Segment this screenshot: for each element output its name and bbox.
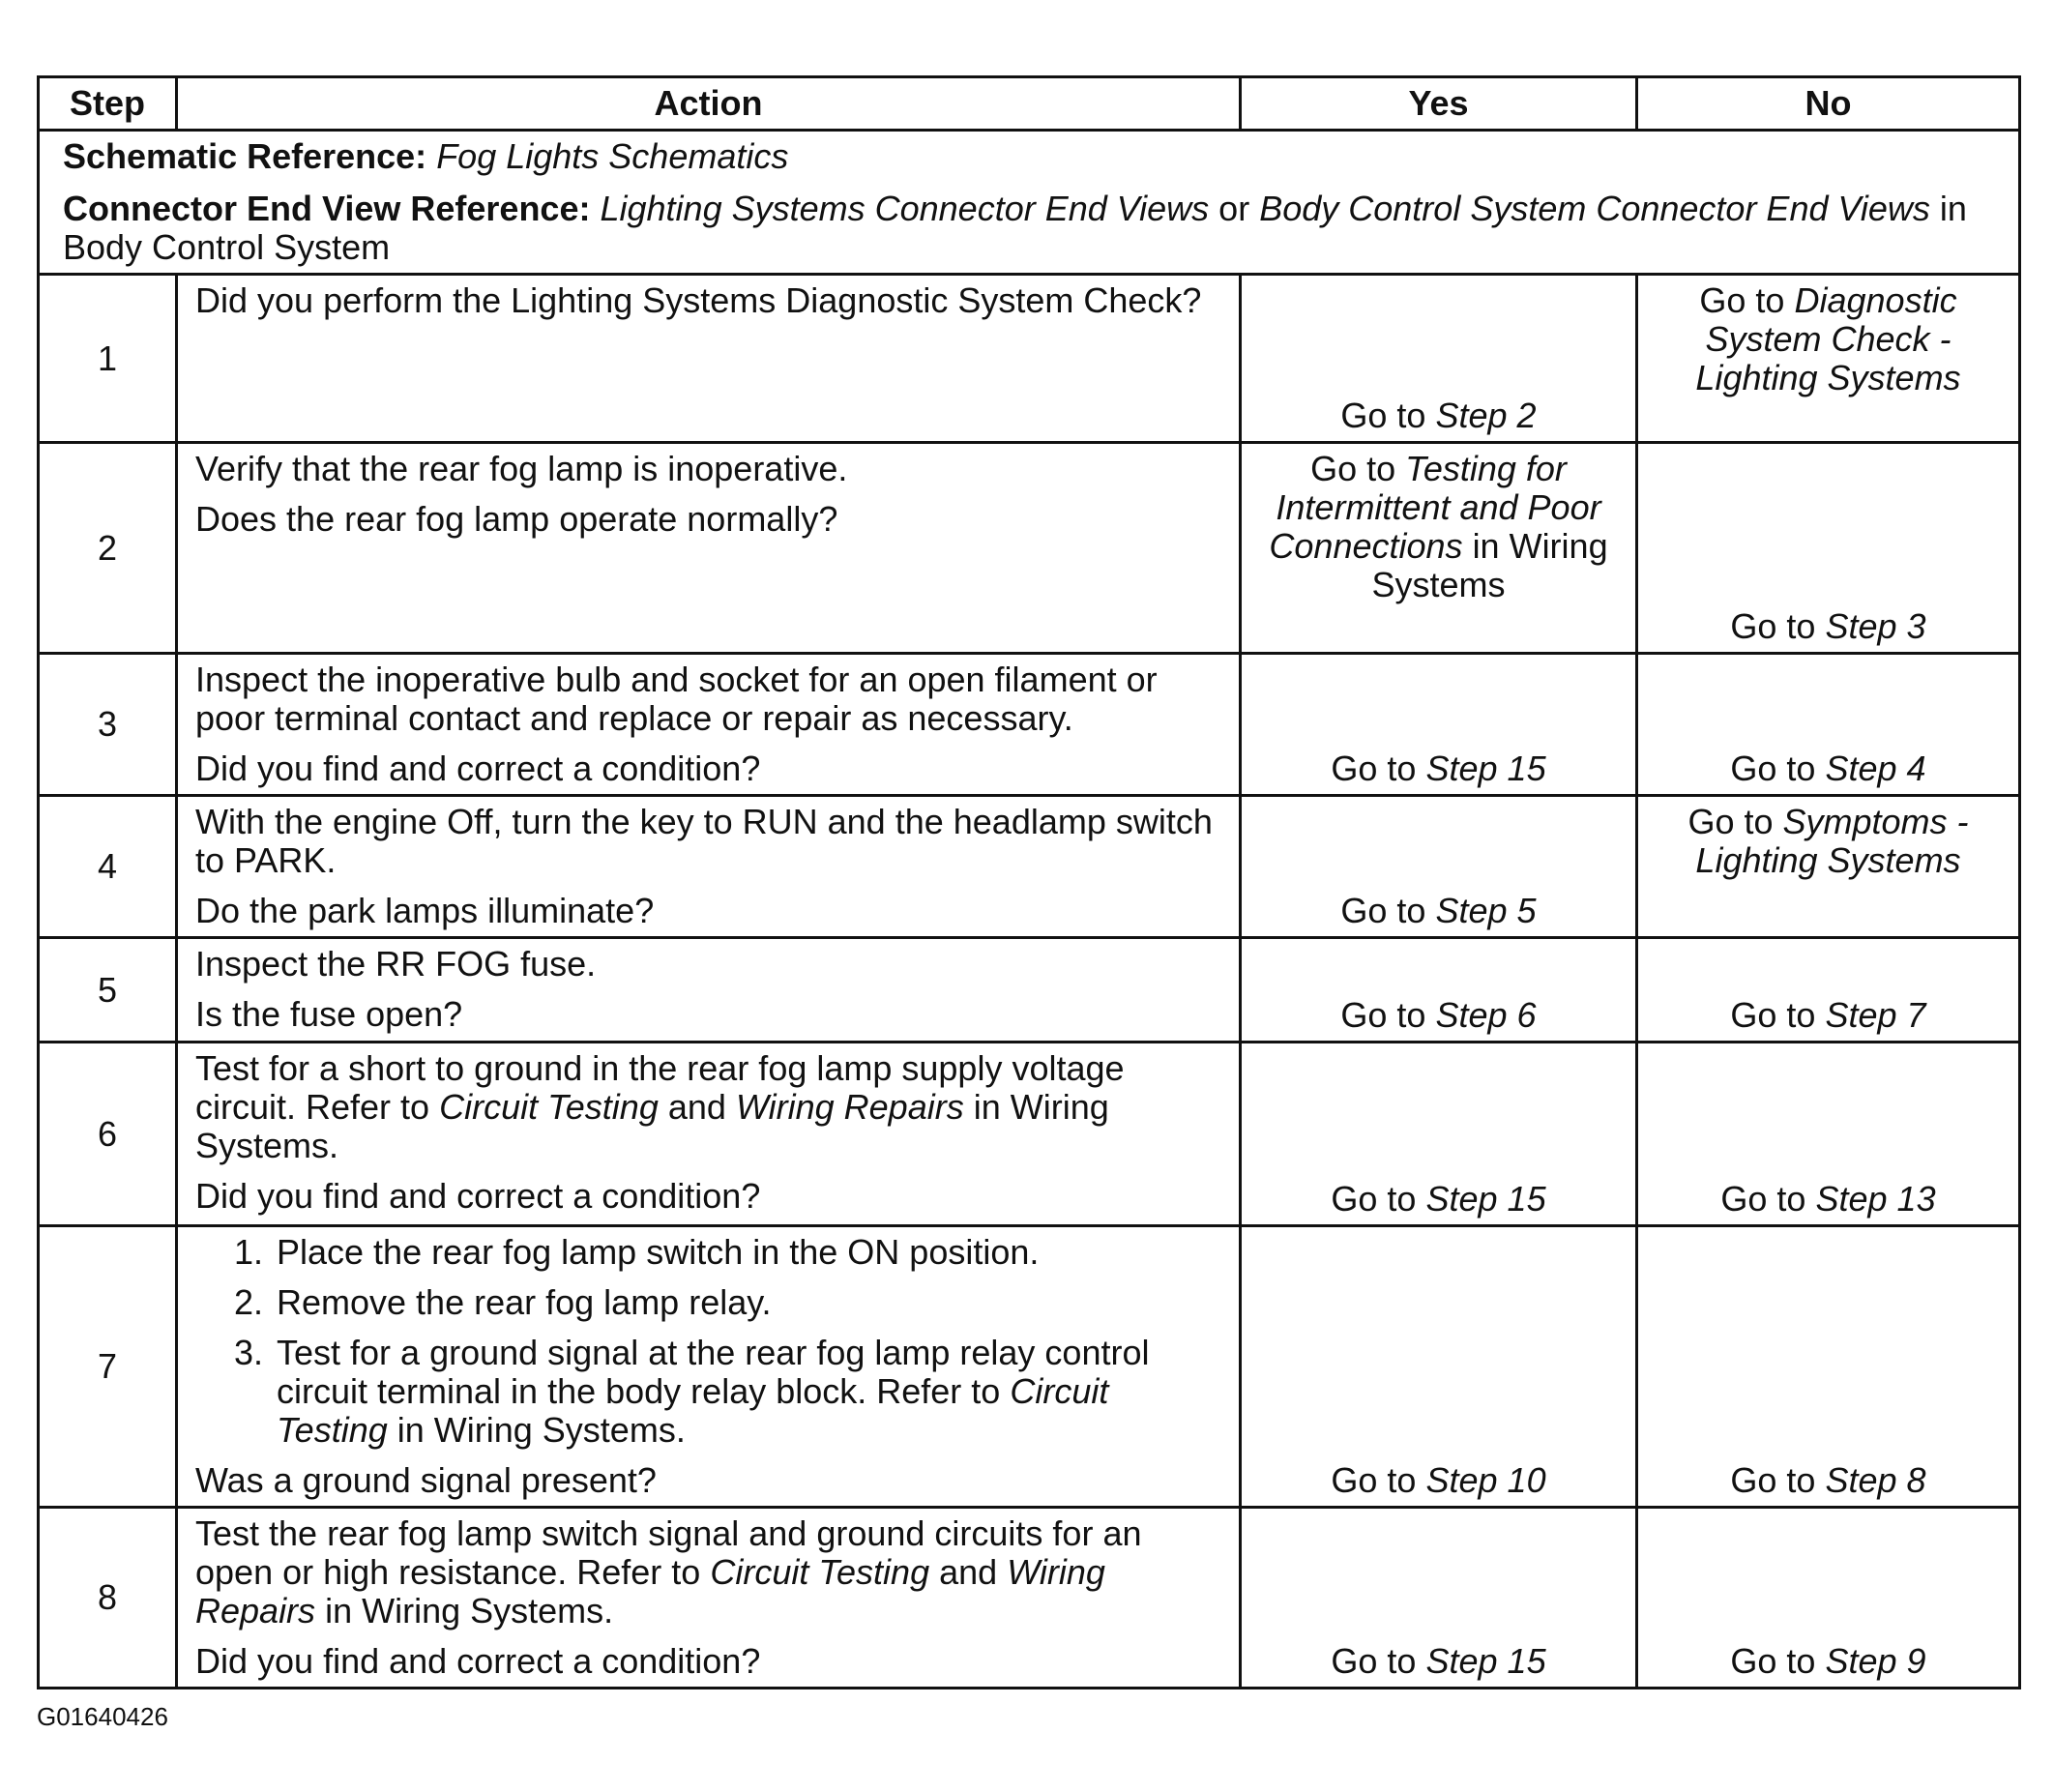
action-cell: [177, 654, 1241, 796]
wiring-repairs-ref[interactable]: Wiring Repairs: [735, 1087, 964, 1127]
procedure-item: [273, 1334, 1221, 1450]
yes-prefix: Go to: [1331, 1179, 1417, 1219]
connector-reference-suffix: in Body Control System: [63, 189, 1967, 267]
no-link[interactable]: Step 3: [1825, 606, 1926, 646]
yes-cell: [1241, 654, 1637, 796]
yes-link[interactable]: Step 15: [1425, 1641, 1546, 1681]
action-text-c: and: [939, 1552, 998, 1592]
diagnostic-table: [37, 75, 2021, 1689]
action-text-a: Test the rear fog lamp switch signal and ground circuits for an open or high resistance. Refer to: [195, 1513, 1142, 1592]
reference-cell: [39, 131, 2020, 275]
action-question: Does the rear fog lamp operate normally?: [195, 499, 838, 539]
procedure-item-suffix: in Wiring Systems.: [396, 1410, 686, 1450]
no-prefix: Go to: [1730, 1460, 1816, 1500]
step-number: 8: [39, 1508, 177, 1689]
header-step: Step: [39, 77, 177, 131]
action-question: Did you find and correct a condition?: [195, 1641, 761, 1681]
action-question: Was a ground signal present?: [195, 1460, 657, 1500]
yes-prefix: Go to: [1340, 396, 1426, 435]
procedure-item: 2. Remove the rear fog lamp relay.: [273, 1283, 1221, 1322]
yes-prefix: Go to: [1331, 1641, 1417, 1681]
yes-link[interactable]: Step 2: [1435, 396, 1537, 435]
action-text-e: in Wiring Systems.: [195, 1087, 1109, 1165]
action-cell: [177, 275, 1241, 443]
no-prefix: Go to: [1730, 995, 1816, 1035]
action-cell: [177, 796, 1241, 938]
connector-reference-value-2: Body Control System Connector End Views: [1259, 189, 1930, 228]
no-cell: [1637, 796, 2020, 938]
action-cell: [177, 443, 1241, 654]
no-cell: [1637, 443, 2020, 654]
yes-prefix: Go to: [1310, 449, 1396, 488]
schematic-reference-label: Schematic Reference:: [63, 136, 427, 176]
table-row: [39, 443, 2020, 654]
yes-prefix: Go to: [1331, 749, 1417, 788]
yes-cell: [1241, 275, 1637, 443]
yes-link[interactable]: Step 15: [1425, 1179, 1546, 1219]
action-question: Is the fuse open?: [195, 994, 463, 1034]
no-prefix: Go to: [1730, 749, 1816, 788]
action-question: Did you find and correct a condition?: [195, 1176, 761, 1216]
no-link[interactable]: Step 13: [1815, 1179, 1936, 1219]
table-row: [39, 1043, 2020, 1226]
action-text-a: Test for a short to ground in the rear fog lamp supply voltage circuit. Refer to: [195, 1048, 1125, 1127]
table-row: [39, 275, 2020, 443]
action-question: Did you find and correct a condition?: [195, 749, 761, 788]
no-cell: [1637, 1043, 2020, 1226]
action-text: Inspect the inoperative bulb and socket for an open filament or poor terminal contact and replace or repair as necessary.: [195, 660, 1158, 738]
step-number: 3: [39, 654, 177, 796]
yes-cell: [1241, 443, 1637, 654]
action-cell: [177, 1043, 1241, 1226]
no-prefix: Go to: [1687, 802, 1774, 841]
circuit-testing-ref[interactable]: Circuit Testing: [277, 1371, 1109, 1450]
wiring-repairs-ref[interactable]: Wiring Repairs: [195, 1552, 1105, 1630]
step-number: 1: [39, 275, 177, 443]
yes-cell: [1241, 938, 1637, 1043]
yes-suffix: in Wiring Systems: [1371, 526, 1608, 604]
procedure-item: 1. Place the rear fog lamp switch in the ON position.: [273, 1233, 1221, 1272]
yes-cell: [1241, 1508, 1637, 1689]
yes-link[interactable]: Step 15: [1425, 749, 1546, 788]
action-text: With the engine Off, turn the key to RUN and the headlamp switch to PARK.: [195, 802, 1213, 880]
no-cell: [1637, 654, 2020, 796]
procedure-list: [195, 1233, 1221, 1450]
table-row: [39, 1226, 2020, 1508]
yes-link[interactable]: Testing for Intermittent and Poor Connections: [1269, 449, 1601, 566]
step-number: 5: [39, 938, 177, 1043]
action-text: [195, 1049, 1221, 1165]
table-row: [39, 1508, 2020, 1689]
schematic-reference-value: Fog Lights Schematics: [436, 136, 789, 176]
no-prefix: Go to: [1730, 1641, 1816, 1681]
yes-link[interactable]: Step 10: [1425, 1460, 1546, 1500]
schematic-reference: [63, 137, 2001, 176]
no-cell: [1637, 938, 2020, 1043]
no-link[interactable]: Step 9: [1825, 1641, 1926, 1681]
no-cell: [1637, 1226, 2020, 1508]
no-link[interactable]: Symptoms - Lighting Systems: [1695, 802, 1969, 880]
action-text: Verify that the rear fog lamp is inoperative.: [195, 449, 848, 488]
action-text: Did you perform the Lighting Systems Diagnostic System Check?: [195, 280, 1202, 320]
action-text: [195, 1514, 1221, 1630]
no-prefix: Go to: [1730, 606, 1816, 646]
reference-row: [39, 131, 2020, 275]
yes-cell: [1241, 1226, 1637, 1508]
no-link[interactable]: Step 4: [1825, 749, 1926, 788]
header-no: No: [1637, 77, 2020, 131]
yes-cell: [1241, 1043, 1637, 1226]
no-link[interactable]: Step 8: [1825, 1460, 1926, 1500]
no-cell: [1637, 1508, 2020, 1689]
table-row: [39, 796, 2020, 938]
yes-prefix: Go to: [1340, 891, 1426, 930]
action-text-e: in Wiring Systems.: [325, 1591, 614, 1630]
no-link[interactable]: Diagnostic System Check - Lighting Systems: [1695, 280, 1961, 397]
action-cell: [177, 938, 1241, 1043]
no-link[interactable]: Step 7: [1825, 995, 1926, 1035]
no-cell: [1637, 275, 2020, 443]
connector-reference: [63, 190, 2001, 267]
header-yes: Yes: [1241, 77, 1637, 131]
no-prefix: Go to: [1699, 280, 1785, 320]
step-number: 4: [39, 796, 177, 938]
yes-link[interactable]: Step 5: [1435, 891, 1537, 930]
action-text-c: and: [667, 1087, 726, 1127]
step-number: 6: [39, 1043, 177, 1226]
connector-reference-label: Connector End View Reference:: [63, 189, 591, 228]
circuit-testing-ref[interactable]: Circuit Testing: [439, 1087, 659, 1127]
table-row: [39, 938, 2020, 1043]
figure-id: G01640426: [37, 1702, 168, 1731]
header-action: Action: [177, 77, 1241, 131]
action-cell: [177, 1226, 1241, 1508]
step-number: 7: [39, 1226, 177, 1508]
action-cell: [177, 1508, 1241, 1689]
circuit-testing-ref[interactable]: Circuit Testing: [710, 1552, 930, 1592]
connector-reference-or: or: [1218, 189, 1250, 228]
table-row: [39, 654, 2020, 796]
yes-link[interactable]: Step 6: [1435, 995, 1537, 1035]
table-header-row: [39, 77, 2020, 131]
yes-prefix: Go to: [1331, 1460, 1417, 1500]
no-prefix: Go to: [1720, 1179, 1806, 1219]
action-question: Do the park lamps illuminate?: [195, 891, 655, 930]
connector-reference-value-1: Lighting Systems Connector End Views: [600, 189, 1210, 228]
yes-prefix: Go to: [1340, 995, 1426, 1035]
procedure-item-text: Test for a ground signal at the rear fog lamp relay control circuit terminal in the body relay block. Refer to: [277, 1333, 1150, 1411]
yes-cell: [1241, 796, 1637, 938]
step-number: 2: [39, 443, 177, 654]
action-text: Inspect the RR FOG fuse.: [195, 944, 597, 984]
